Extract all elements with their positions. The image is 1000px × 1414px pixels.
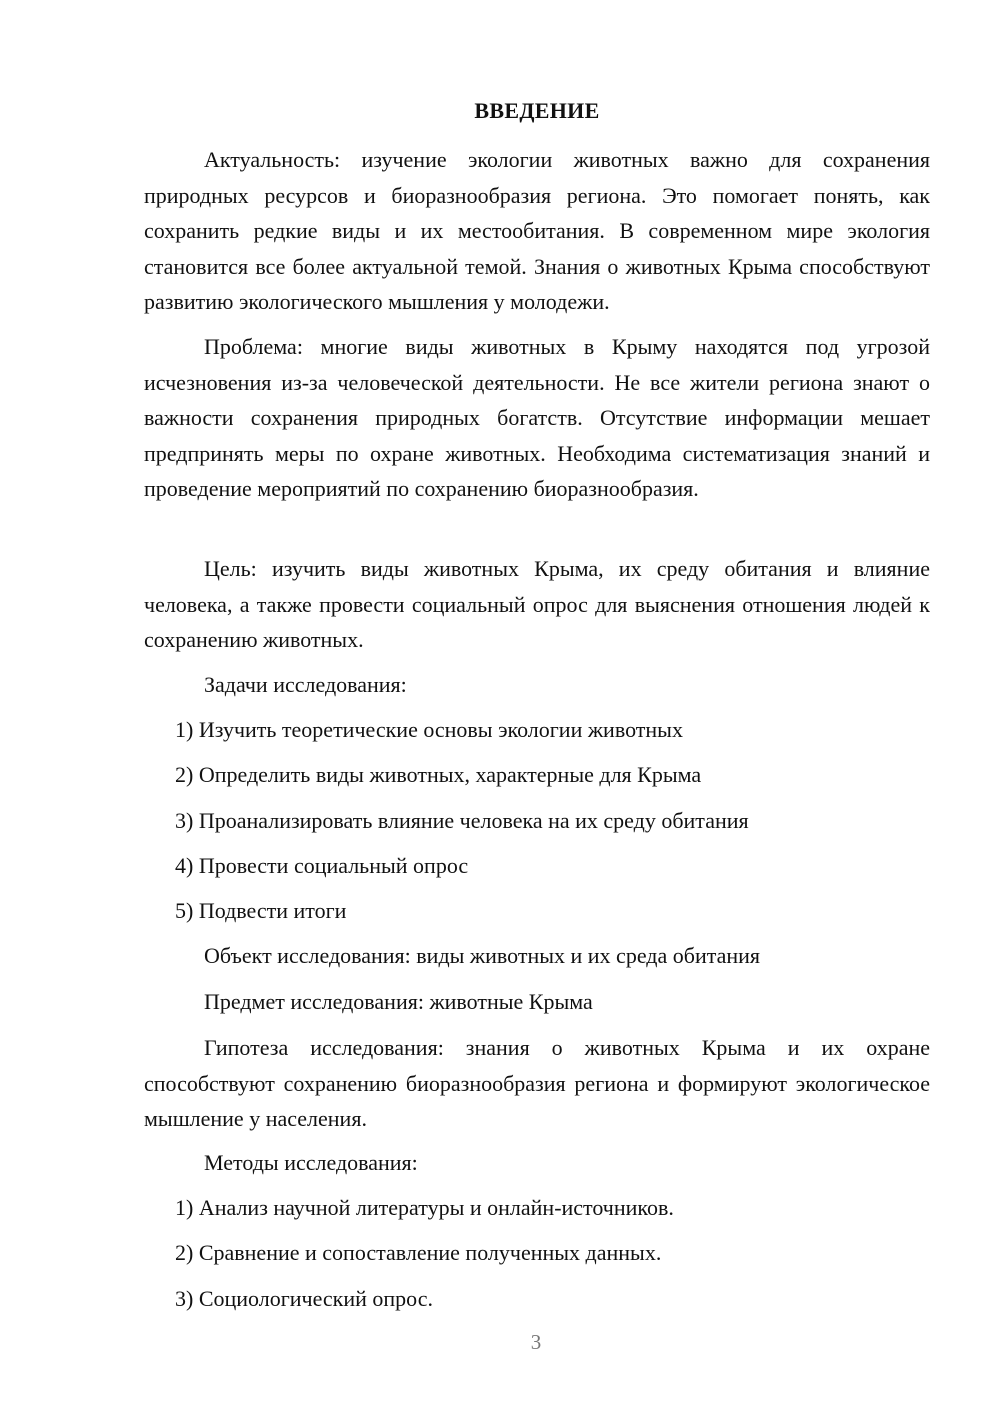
method-item-3: 3) Социологический опрос. (175, 1286, 433, 1311)
hypothesis-paragraph: Гипотеза исследования: знания о животных Крыма и их охране способствуют сохранению биоразнообразия региона и формируют экологическое мышление у населения. (144, 1035, 930, 1131)
research-subject: Предмет исследования: животные Крыма (204, 989, 593, 1014)
tasks-heading: Задачи исследования: (204, 672, 407, 697)
research-object: Объект исследования: виды животных и их среда обитания (204, 943, 761, 968)
goal-paragraph: Цель: изучить виды животных Крыма, их среду обитания и влияние человека, а также провести социальный опрос для выяснения отношения людей к сохранению животных. (144, 556, 930, 652)
page-title: ВВЕДЕНИЕ (474, 98, 600, 123)
relevance-paragraph: Актуальность: изучение экологии животных важно для сохранения природных ресурсов и биоразнообразия региона. Это помогает понять, как сохранить редкие виды и их местообитания. В современном мире экология становится все более актуальной темой. Знания о животных Крыма способствуют развитию экологического мышления у молодежи. (144, 147, 930, 314)
problem-paragraph: Проблема: многие виды животных в Крыму находятся под угрозой исчезновения из-за человеческой деятельности. Не все жители региона знают о важности сохранения природных богатств. Отсутствие информации мешает предпринять меры по охране животных. Необходима систематизация знаний и проведение мероприятий по сохранению биоразнообразия. (144, 334, 930, 501)
method-item-1: 1) Анализ научной литературы и онлайн-источников. (175, 1195, 674, 1220)
task-item-4: 4) Провести социальный опрос (175, 853, 469, 878)
method-item-2: 2) Сравнение и сопоставление полученных данных. (175, 1240, 662, 1265)
page-number: 3 (530, 1330, 542, 1354)
methods-heading: Методы исследования: (204, 1150, 418, 1175)
task-item-5: 5) Подвести итоги (175, 898, 347, 923)
task-item-3: 3) Проанализировать влияние человека на их среду обитания (175, 808, 749, 833)
task-item-1: 1) Изучить теоретические основы экологии животных (175, 717, 683, 742)
task-item-2: 2) Определить виды животных, характерные для Крыма (175, 762, 702, 787)
